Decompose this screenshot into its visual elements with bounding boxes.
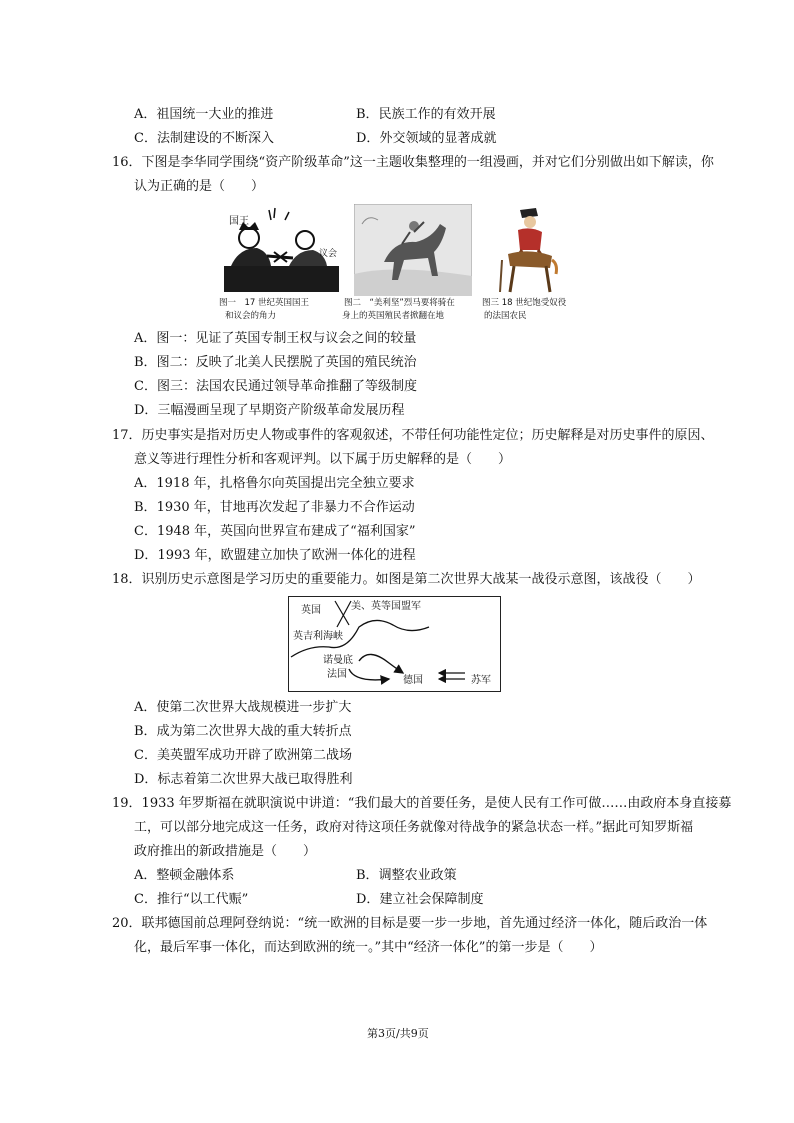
q16-option-c: C．图三：法国农民通过领导革命推翻了等级制度 <box>134 379 417 394</box>
q16-stem-line2: 认为正确的是（ ） <box>134 179 265 194</box>
fig2-caption-line1: 图二 “美利坚”烈马要将骑在 <box>344 298 455 308</box>
q16-stem-line1: 16．下图是李华同学围绕“资产阶级革命”这一主题收集整理的一组漫画，并对它们分别做出如下解读，你 <box>112 155 714 170</box>
q17-stem-line1: 17．历史事实是指对历史人物或事件的客观叙述，不带任何功能性定位；历史解释是对历史事件的原因、 <box>112 428 714 443</box>
fig1-label-parliament: 议会 <box>319 249 338 259</box>
q20-stem-line1: 20．联邦德国前总理阿登纳说：“统一欧洲的目标是要一步一步地，首先通过经济一体化，随后政治一体 <box>112 916 708 931</box>
fig1-caption-line1: 图一 17 世纪英国国王 <box>219 298 310 308</box>
q19-option-d: D．建立社会保障制度 <box>356 892 484 907</box>
q19-option-c: C．推行“以工代赈” <box>134 892 249 907</box>
fig2-caption-line2: 身上的英国殖民者掀翻在地 <box>342 311 445 321</box>
q19-stem-line3: 政府推出的新政措施是（ ） <box>134 844 317 859</box>
map-label-france: 法国 <box>327 669 347 680</box>
q18-option-a: A．使第二次世界大战规模进一步扩大 <box>134 700 352 715</box>
q15-option-c: C．法制建设的不断深入 <box>134 131 274 146</box>
fig1-caption-line2: 和议会的角力 <box>225 311 277 321</box>
q16-option-a: A．图一：见证了英国专制王权与议会之间的较量 <box>134 331 417 346</box>
q17-stem-line2: 意义等进行理性分析和客观评判。以下属于历史解释的是（ ） <box>134 452 512 467</box>
q20-stem-line2: 化，最后军事一体化，而达到欧洲的统一。”其中“经济一体化”的第一步是（ ） <box>134 940 603 955</box>
fig3-caption-line2: 的法国农民 <box>484 311 527 321</box>
map-label-allies: 美、英等国盟军 <box>351 601 421 612</box>
q18-option-b: B．成为第二次世界大战的重大转折点 <box>134 724 352 739</box>
q17-option-d: D．1993 年，欧盟建立加快了欧洲一体化的进程 <box>134 548 416 563</box>
q19-option-b: B．调整农业政策 <box>356 868 457 883</box>
map-label-channel: 英吉利海峡 <box>293 631 343 642</box>
q19-option-a: A．整顿金融体系 <box>134 868 235 883</box>
map-label-britain: 英国 <box>301 605 321 616</box>
q16-figure-3 <box>482 204 582 324</box>
q15-option-b: B．民族工作的有效开展 <box>356 107 496 122</box>
q15-option-d: D．外交领域的显著成就 <box>356 131 497 146</box>
map-label-normandy: 诺曼底 <box>323 655 353 666</box>
q16-option-d: D．三幅漫画呈现了早期资产阶级革命发展历程 <box>134 403 405 418</box>
french-peasant-cartoon <box>492 204 568 296</box>
q15-option-a: A．祖国统一大业的推进 <box>134 107 274 122</box>
q16-option-b: B．图二：反映了北美人民摆脱了英国的殖民统治 <box>134 355 417 370</box>
fig3-caption-line1: 图三 18 世纪饱受奴役 <box>482 298 567 308</box>
q17-option-b: B．1930 年，甘地再次发起了非暴力不合作运动 <box>134 500 415 515</box>
horse-cartoon <box>354 204 472 296</box>
q18-stem-line1: 18．识别历史示意图是学习历史的重要能力。如图是第二次世界大战某一战役示意图，该战役（ ） <box>112 572 701 587</box>
q19-stem-line2: 工，可以部分地完成这一任务，政府对待这项任务就像对待战争的紧急状态一样。”据此可知罗斯福 <box>134 820 694 835</box>
map-label-soviet: 苏军 <box>471 675 491 686</box>
map-label-germany: 德国 <box>403 675 423 686</box>
q17-option-a: A．1918 年，扎格鲁尔向英国提出完全独立要求 <box>134 476 415 491</box>
q18-option-c: C．美英盟军成功开辟了欧洲第二战场 <box>134 748 352 763</box>
fig1-label-king: 国王 <box>229 216 249 227</box>
q18-option-d: D．标志着第二次世界大战已取得胜利 <box>134 772 353 787</box>
q16-figure-2 <box>344 204 480 324</box>
q19-stem-line1: 19．1933 年罗斯福在就职演说中讲道：“我们最大的首要任务，是使人民有工作可做……由政府本身直接募 <box>112 796 732 811</box>
q16-figure-1 <box>219 204 344 324</box>
q18-battle-map <box>288 596 501 692</box>
q17-option-c: C．1948 年，英国向世界宣布建成了“福利国家” <box>134 524 416 539</box>
page-number: 第3页/共9页 <box>367 1027 429 1040</box>
